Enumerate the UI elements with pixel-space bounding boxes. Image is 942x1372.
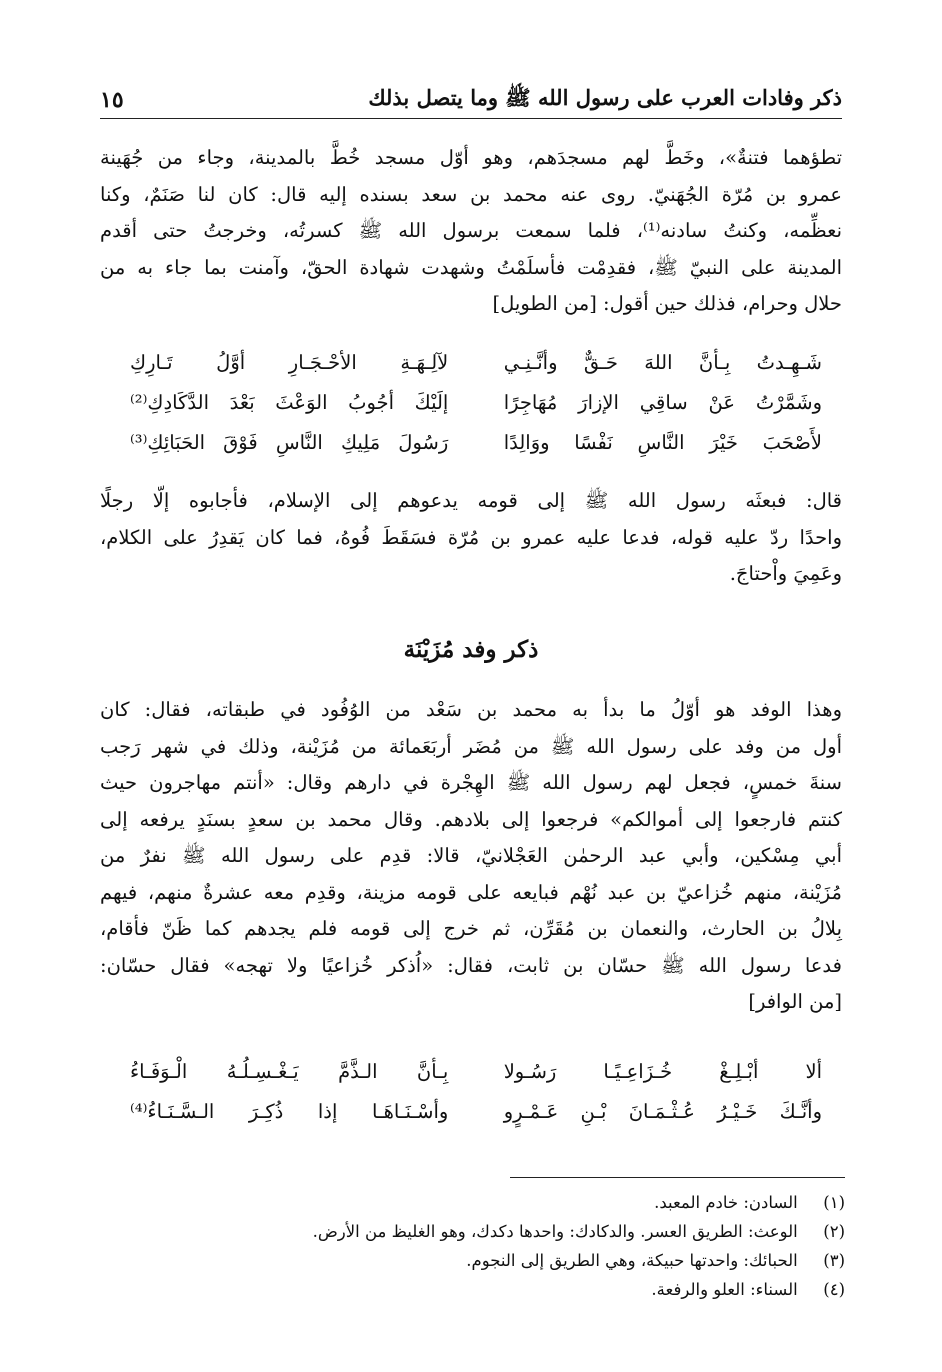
page-number: ١٥ [100,87,124,113]
verse-second-hemistich: وأسْـنَـاهَـا إذا ذُكِـرَ الـسَّـنَـاءُ⁽⁴⁾ [130,1100,449,1123]
verse [130,423,822,463]
verse-first-hemistich: ألا أبْـلِـغْ خُـزَاعِـيًـا رَسُـولا [503,1060,822,1083]
verse-first-hemistich: لأَصْحَبَ خَيْرَ النَّاسِ نَفْسًا ووَالِدًا [503,431,822,454]
text-line: عمرو بن مُرّة الجُهَنيّ. روى عنه محمد بن سعد بسنده إليه قال: كان لنا صَنَمٌ، وكنا [100,182,842,206]
footnote-text: السادن: خادم المعبد. [654,1193,798,1212]
poem-wafir [130,1052,822,1132]
paragraph-3 [100,692,842,1021]
header-title: ذكر وفادات العرب على رسول الله ﷺ وما يتصل بذلك [368,84,842,110]
poem-tawil [130,343,822,463]
verse-second-hemistich: رَسُولَ مَلِيكِ النَّاسِ فَوْقَ الحَبَائِكِ⁽³⁾ [130,431,449,454]
text-line: وهذا الوفد هو أوّلُ ما بدأ به محمد بن سَعْد من الوُفُود في طبقاته، فقال: كان [100,698,842,721]
verse-second-hemistich: إلَيْكَ أجُوبُ الوَعْثَ بَعْدَ الدَّكَادِكِ⁽²⁾ [130,391,449,414]
footnote-divider [510,1177,845,1178]
text-line: وعَمِيَ واْحتاجَ. [729,562,842,585]
text-line: بِلالُ بن الحارث، والنعمان بن مُقَرِّن، ثم خرج إلى قومه فلم يجدهم كما ظَنّ فأقام، [100,917,842,940]
text-line: تطؤهما فتنةٌ»، وخَطَّ لهم مسجدَهم، وهو أوّل مسجد خُطَّ بالمدينة، وجاء من جُهَينة [100,146,842,169]
footnote-text: الوعث: الطريق العسر. والدكادك: واحدها دكدك، وهو الغليظ من الأرض. [312,1222,798,1241]
text-line: حلال وحرام، فذلك حين أقول: [من الطويل] [492,292,842,315]
footnote [150,1275,845,1304]
text-line: سنةَ خمسٍ، فجعل لهم رسول الله ﷺ الهِجْرة في دارهم وقال: «أنتم مهاجرون حيث [100,771,842,794]
text-line: واحدًا ردّ عليه قوله، فدعا عليه عمرو بن مُرّة فسَقَطَ فُوهُ، فما كان يَقدِرُ على الكلام، [100,525,842,549]
footnote-number: (٣) [823,1251,845,1270]
verse-second-hemistich: بِـأنَّ الـذَّمَّ يَـغْـسِـلُـهُ الْـوَفَـاءُ [130,1060,449,1083]
footnote-text: السناء: العلو والرفعة. [651,1280,798,1299]
text-line: كنتم فارجعوا إلى أموالكم» فرجعوا إلى بلادهم. وقال محمد بن سعدٍ بسنَدٍ يرفعه إلى [100,807,842,831]
footnotes-list [150,1188,845,1304]
paragraph-1 [100,140,842,323]
footnote-number: (٤) [823,1280,845,1299]
footnote-text: الحبائك: واحدتها حبيكة، وهي الطريق إلى النجوم. [466,1251,798,1270]
verse-second-hemistich: لآلِـهَـةِ الأحْـجَـارِ أوَّلُ تَـارِكِ [130,351,449,374]
footnote-number: (٢) [823,1222,845,1241]
text-line: أبي مِسْكين، وأبي عبد الرحمٰن العَجْلانيّ، قالا: قدِم على رسول الله ﷺ نفرٌ من [100,844,842,867]
section-heading: ذكر وفد مُزَيْنَة [403,636,539,663]
footnote [150,1188,845,1217]
verse [130,1092,822,1132]
verse-first-hemistich: شَـهِـدتُ بِـأنَّ اللهَ حَـقٌّ وأنَّـنِـي [503,351,822,374]
text-line: نعظِّمه، وكنتُ سادنه⁽¹⁾، فلما سمعت برسول الله ﷺ كسرتُه، وخرجتُ حتى أقدم [100,219,842,242]
text-line: أول من وفد على رسول الله ﷺ من مُضَر أربَعَمائة من مُزَيْنة، وذلك في شهر رَجب [100,734,842,758]
running-header [100,82,842,119]
footnote [150,1246,845,1275]
verse [130,343,822,383]
verse-first-hemistich: وأنَّـكَ خَـيْـرُ عُـثْـمَـانَ بْـنِ عَـمْـرٍو [503,1100,822,1123]
text-line: المدينة على النبيّ ﷺ، فقدِمْت فأسلَمْتُ وشهدت شهادة الحقّ، وآمنت بما جاء به من [100,255,842,279]
footnote-number: (١) [823,1193,845,1212]
text-line: قال: فبعثَه رسول الله ﷺ إلى قومه يدعوهم إلى الإسلام، فأجابوه إلّا رجلًا [100,489,842,512]
paragraph-2 [100,483,842,593]
verse [130,383,822,423]
verse-first-hemistich: وشَمَّرْتُ عَنْ ساقِي الإزارَ مُهَاجِرًا [503,391,822,414]
text-line: مُزَيْنة، منهم خُزاعيّ بن عبد نُهْم فبايعه على قومه مزينة، وقدِم معه عشرةٌ منهم، فيهم [100,880,842,904]
text-line: فدعا رسول الله ﷺ حسّان بن ثابت، فقال: «اُذكر خُزاعيًا ولا تهجه» فقال حسّان: [100,953,842,977]
verse [130,1052,822,1092]
footnote [150,1217,845,1246]
text-line: [من الوافر] [748,990,842,1013]
